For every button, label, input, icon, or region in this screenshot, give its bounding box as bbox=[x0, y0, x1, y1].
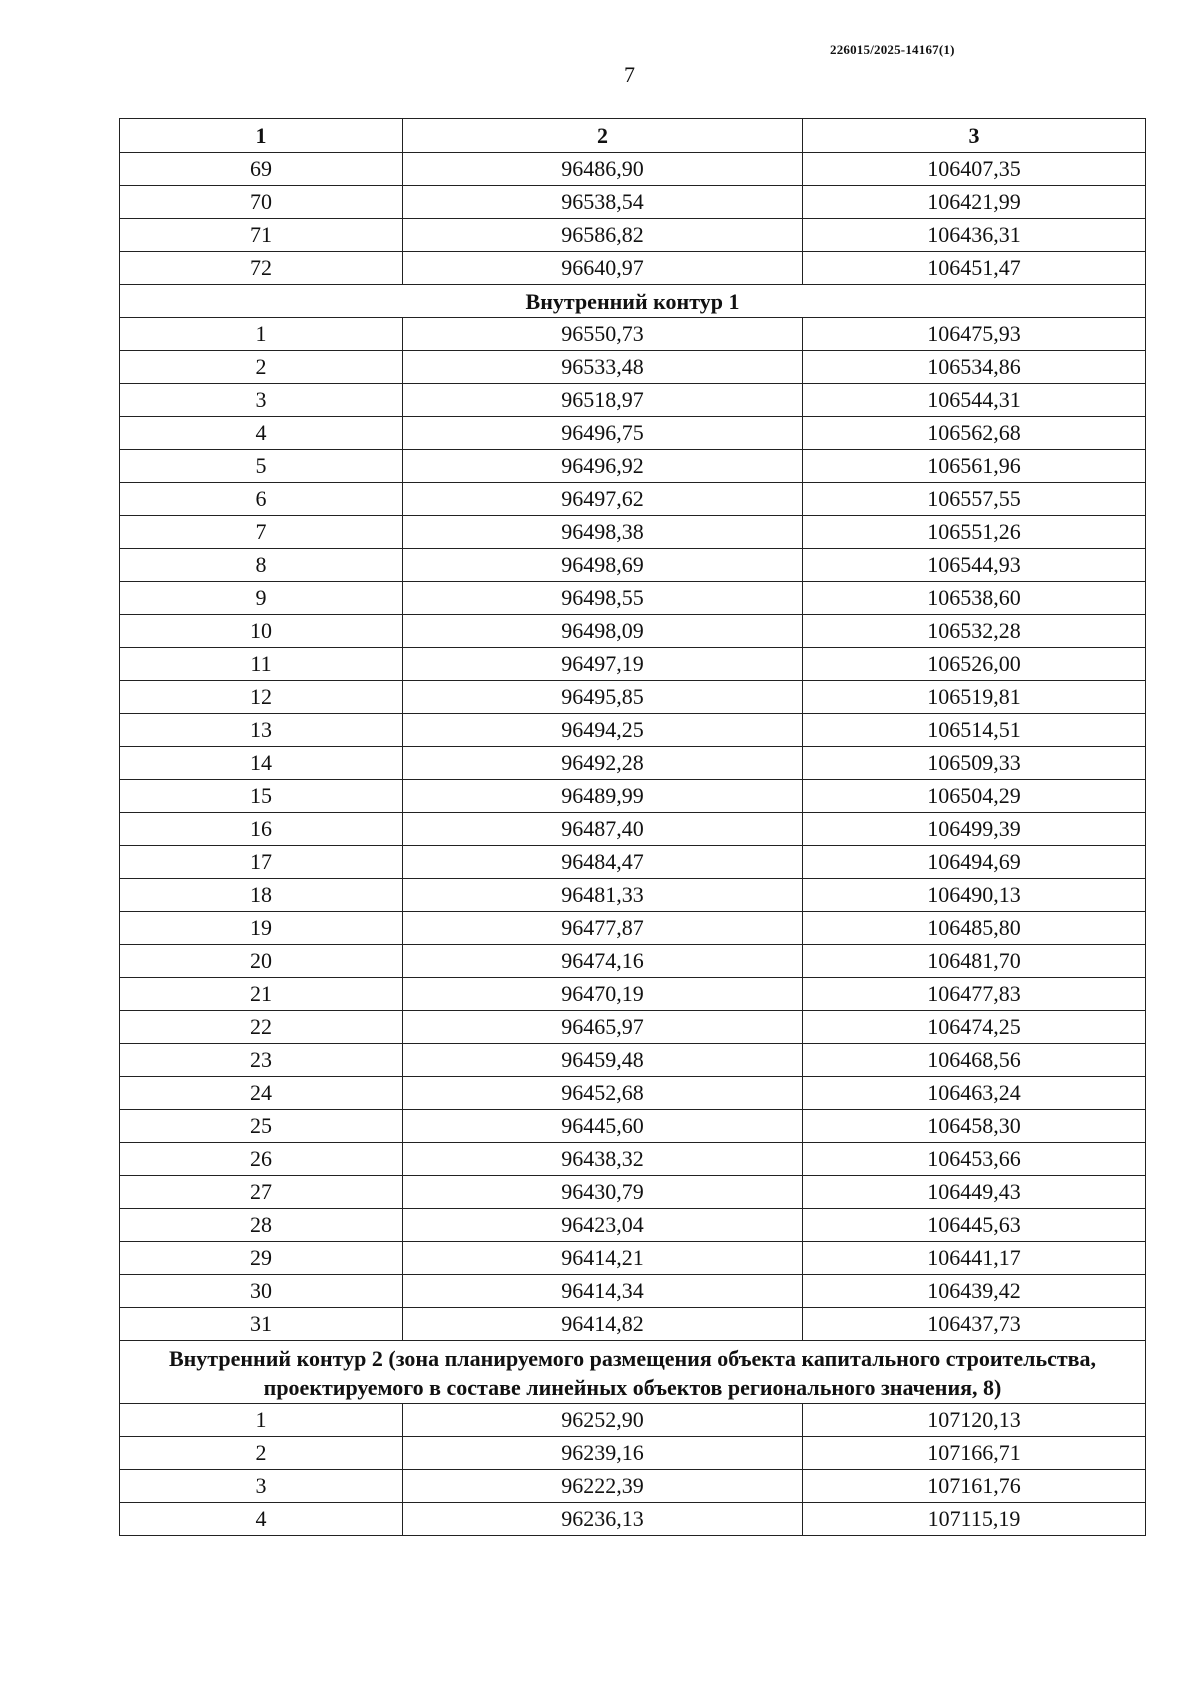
table-row bbox=[120, 1437, 1146, 1470]
y-coordinate-cell: 106562,68 bbox=[803, 417, 1146, 450]
point-number-cell: 2 bbox=[120, 1437, 403, 1470]
point-number-cell: 26 bbox=[120, 1143, 403, 1176]
table-row bbox=[120, 1470, 1146, 1503]
point-number-cell: 4 bbox=[120, 1503, 403, 1536]
y-coordinate-cell: 106544,31 bbox=[803, 384, 1146, 417]
point-number-cell: 1 bbox=[120, 318, 403, 351]
x-coordinate-cell: 96497,19 bbox=[403, 648, 803, 681]
point-number-cell: 21 bbox=[120, 978, 403, 1011]
section-title: Внутренний контур 1 bbox=[120, 285, 1146, 318]
x-coordinate-cell: 96492,28 bbox=[403, 747, 803, 780]
column-header: 2 bbox=[403, 119, 803, 153]
table-row bbox=[120, 351, 1146, 384]
table-row bbox=[120, 1242, 1146, 1275]
point-number-cell: 9 bbox=[120, 582, 403, 615]
y-coordinate-cell: 106561,96 bbox=[803, 450, 1146, 483]
point-number-cell: 22 bbox=[120, 1011, 403, 1044]
point-number-cell: 25 bbox=[120, 1110, 403, 1143]
table-row bbox=[120, 879, 1146, 912]
point-number-cell: 14 bbox=[120, 747, 403, 780]
x-coordinate-cell: 96459,48 bbox=[403, 1044, 803, 1077]
point-number-cell: 27 bbox=[120, 1176, 403, 1209]
table-row bbox=[120, 252, 1146, 285]
y-coordinate-cell: 106458,30 bbox=[803, 1110, 1146, 1143]
table-row bbox=[120, 1308, 1146, 1341]
point-number-cell: 28 bbox=[120, 1209, 403, 1242]
table-row bbox=[120, 417, 1146, 450]
x-coordinate-cell: 96477,87 bbox=[403, 912, 803, 945]
x-coordinate-cell: 96438,32 bbox=[403, 1143, 803, 1176]
x-coordinate-cell: 96586,82 bbox=[403, 219, 803, 252]
table-row bbox=[120, 648, 1146, 681]
point-number-cell: 16 bbox=[120, 813, 403, 846]
y-coordinate-cell: 106504,29 bbox=[803, 780, 1146, 813]
y-coordinate-cell: 107166,71 bbox=[803, 1437, 1146, 1470]
table-row bbox=[120, 1044, 1146, 1077]
x-coordinate-cell: 96236,13 bbox=[403, 1503, 803, 1536]
section-row-inner-contour-2 bbox=[120, 1341, 1146, 1404]
table-row bbox=[120, 747, 1146, 780]
point-number-cell: 8 bbox=[120, 549, 403, 582]
y-coordinate-cell: 106557,55 bbox=[803, 483, 1146, 516]
y-coordinate-cell: 106441,17 bbox=[803, 1242, 1146, 1275]
point-number-cell: 1 bbox=[120, 1404, 403, 1437]
table-row bbox=[120, 516, 1146, 549]
point-number-cell: 13 bbox=[120, 714, 403, 747]
x-coordinate-cell: 96496,75 bbox=[403, 417, 803, 450]
x-coordinate-cell: 96497,62 bbox=[403, 483, 803, 516]
page-number: 7 bbox=[624, 62, 635, 87]
y-coordinate-cell: 107115,19 bbox=[803, 1503, 1146, 1536]
y-coordinate-cell: 106499,39 bbox=[803, 813, 1146, 846]
x-coordinate-cell: 96423,04 bbox=[403, 1209, 803, 1242]
point-number-cell: 10 bbox=[120, 615, 403, 648]
table-row bbox=[120, 813, 1146, 846]
x-coordinate-cell: 96430,79 bbox=[403, 1176, 803, 1209]
point-number-cell: 23 bbox=[120, 1044, 403, 1077]
x-coordinate-cell: 96495,85 bbox=[403, 681, 803, 714]
x-coordinate-cell: 96414,34 bbox=[403, 1275, 803, 1308]
x-coordinate-cell: 96465,97 bbox=[403, 1011, 803, 1044]
y-coordinate-cell: 107161,76 bbox=[803, 1470, 1146, 1503]
x-coordinate-cell: 96518,97 bbox=[403, 384, 803, 417]
x-coordinate-cell: 96252,90 bbox=[403, 1404, 803, 1437]
table-row bbox=[120, 186, 1146, 219]
table-row bbox=[120, 780, 1146, 813]
section-title: Внутренний контур 2 (зона планируемого размещения объекта капитального строительства, проектируемого в составе линейных объектов регионального значения, 8) bbox=[120, 1341, 1146, 1404]
point-number-cell: 6 bbox=[120, 483, 403, 516]
table-row bbox=[120, 714, 1146, 747]
x-coordinate-cell: 96550,73 bbox=[403, 318, 803, 351]
y-coordinate-cell: 106526,00 bbox=[803, 648, 1146, 681]
point-number-cell: 7 bbox=[120, 516, 403, 549]
x-coordinate-cell: 96414,82 bbox=[403, 1308, 803, 1341]
coordinates-table-container bbox=[119, 118, 1145, 1536]
coordinates-table-body bbox=[120, 119, 1146, 1536]
point-number-cell: 4 bbox=[120, 417, 403, 450]
point-number-cell: 2 bbox=[120, 351, 403, 384]
y-coordinate-cell: 106544,93 bbox=[803, 549, 1146, 582]
point-number-cell: 3 bbox=[120, 384, 403, 417]
x-coordinate-cell: 96445,60 bbox=[403, 1110, 803, 1143]
table-row bbox=[120, 1404, 1146, 1437]
y-coordinate-cell: 106485,80 bbox=[803, 912, 1146, 945]
point-number-cell: 19 bbox=[120, 912, 403, 945]
table-row bbox=[120, 1011, 1146, 1044]
y-coordinate-cell: 106407,35 bbox=[803, 153, 1146, 186]
y-coordinate-cell: 106453,66 bbox=[803, 1143, 1146, 1176]
point-number-cell: 71 bbox=[120, 219, 403, 252]
x-coordinate-cell: 96640,97 bbox=[403, 252, 803, 285]
table-row bbox=[120, 1275, 1146, 1308]
y-coordinate-cell: 106538,60 bbox=[803, 582, 1146, 615]
point-number-cell: 17 bbox=[120, 846, 403, 879]
y-coordinate-cell: 106509,33 bbox=[803, 747, 1146, 780]
y-coordinate-cell: 106494,69 bbox=[803, 846, 1146, 879]
table-row bbox=[120, 1077, 1146, 1110]
table-row bbox=[120, 1209, 1146, 1242]
table-row bbox=[120, 483, 1146, 516]
point-number-cell: 24 bbox=[120, 1077, 403, 1110]
x-coordinate-cell: 96496,92 bbox=[403, 450, 803, 483]
y-coordinate-cell: 106421,99 bbox=[803, 186, 1146, 219]
point-number-cell: 30 bbox=[120, 1275, 403, 1308]
x-coordinate-cell: 96470,19 bbox=[403, 978, 803, 1011]
point-number-cell: 31 bbox=[120, 1308, 403, 1341]
point-number-cell: 12 bbox=[120, 681, 403, 714]
y-coordinate-cell: 106474,25 bbox=[803, 1011, 1146, 1044]
y-coordinate-cell: 106451,47 bbox=[803, 252, 1146, 285]
y-coordinate-cell: 106534,86 bbox=[803, 351, 1146, 384]
point-number-cell: 15 bbox=[120, 780, 403, 813]
point-number-cell: 20 bbox=[120, 945, 403, 978]
x-coordinate-cell: 96498,09 bbox=[403, 615, 803, 648]
x-coordinate-cell: 96533,48 bbox=[403, 351, 803, 384]
point-number-cell: 11 bbox=[120, 648, 403, 681]
document-number: 226015/2025-14167(1) bbox=[830, 42, 955, 57]
coordinates-table bbox=[119, 118, 1146, 1536]
table-row bbox=[120, 384, 1146, 417]
x-coordinate-cell: 96239,16 bbox=[403, 1437, 803, 1470]
y-coordinate-cell: 106439,42 bbox=[803, 1275, 1146, 1308]
table-row bbox=[120, 318, 1146, 351]
point-number-cell: 3 bbox=[120, 1470, 403, 1503]
table-header-row bbox=[120, 119, 1146, 153]
y-coordinate-cell: 106477,83 bbox=[803, 978, 1146, 1011]
x-coordinate-cell: 96452,68 bbox=[403, 1077, 803, 1110]
table-row bbox=[120, 549, 1146, 582]
table-row bbox=[120, 1176, 1146, 1209]
y-coordinate-cell: 106514,51 bbox=[803, 714, 1146, 747]
point-number-cell: 29 bbox=[120, 1242, 403, 1275]
y-coordinate-cell: 106481,70 bbox=[803, 945, 1146, 978]
x-coordinate-cell: 96498,55 bbox=[403, 582, 803, 615]
point-number-cell: 18 bbox=[120, 879, 403, 912]
y-coordinate-cell: 106445,63 bbox=[803, 1209, 1146, 1242]
x-coordinate-cell: 96538,54 bbox=[403, 186, 803, 219]
x-coordinate-cell: 96222,39 bbox=[403, 1470, 803, 1503]
table-row bbox=[120, 846, 1146, 879]
table-row bbox=[120, 1110, 1146, 1143]
x-coordinate-cell: 96487,40 bbox=[403, 813, 803, 846]
point-number-cell: 69 bbox=[120, 153, 403, 186]
table-row bbox=[120, 153, 1146, 186]
y-coordinate-cell: 106551,26 bbox=[803, 516, 1146, 549]
y-coordinate-cell: 106437,73 bbox=[803, 1308, 1146, 1341]
table-row bbox=[120, 681, 1146, 714]
table-row bbox=[120, 912, 1146, 945]
y-coordinate-cell: 106519,81 bbox=[803, 681, 1146, 714]
x-coordinate-cell: 96481,33 bbox=[403, 879, 803, 912]
table-row bbox=[120, 1143, 1146, 1176]
y-coordinate-cell: 106468,56 bbox=[803, 1044, 1146, 1077]
point-number-cell: 5 bbox=[120, 450, 403, 483]
x-coordinate-cell: 96474,16 bbox=[403, 945, 803, 978]
y-coordinate-cell: 106449,43 bbox=[803, 1176, 1146, 1209]
y-coordinate-cell: 106532,28 bbox=[803, 615, 1146, 648]
table-row bbox=[120, 582, 1146, 615]
x-coordinate-cell: 96414,21 bbox=[403, 1242, 803, 1275]
y-coordinate-cell: 106475,93 bbox=[803, 318, 1146, 351]
table-row bbox=[120, 945, 1146, 978]
y-coordinate-cell: 106463,24 bbox=[803, 1077, 1146, 1110]
table-row bbox=[120, 978, 1146, 1011]
x-coordinate-cell: 96498,69 bbox=[403, 549, 803, 582]
point-number-cell: 72 bbox=[120, 252, 403, 285]
column-header: 3 bbox=[803, 119, 1146, 153]
x-coordinate-cell: 96489,99 bbox=[403, 780, 803, 813]
section-row-inner-contour-1 bbox=[120, 285, 1146, 318]
table-row bbox=[120, 1503, 1146, 1536]
table-row bbox=[120, 615, 1146, 648]
y-coordinate-cell: 106490,13 bbox=[803, 879, 1146, 912]
x-coordinate-cell: 96486,90 bbox=[403, 153, 803, 186]
x-coordinate-cell: 96484,47 bbox=[403, 846, 803, 879]
point-number-cell: 70 bbox=[120, 186, 403, 219]
y-coordinate-cell: 107120,13 bbox=[803, 1404, 1146, 1437]
x-coordinate-cell: 96494,25 bbox=[403, 714, 803, 747]
x-coordinate-cell: 96498,38 bbox=[403, 516, 803, 549]
table-row bbox=[120, 450, 1146, 483]
y-coordinate-cell: 106436,31 bbox=[803, 219, 1146, 252]
column-header: 1 bbox=[120, 119, 403, 153]
table-row bbox=[120, 219, 1146, 252]
